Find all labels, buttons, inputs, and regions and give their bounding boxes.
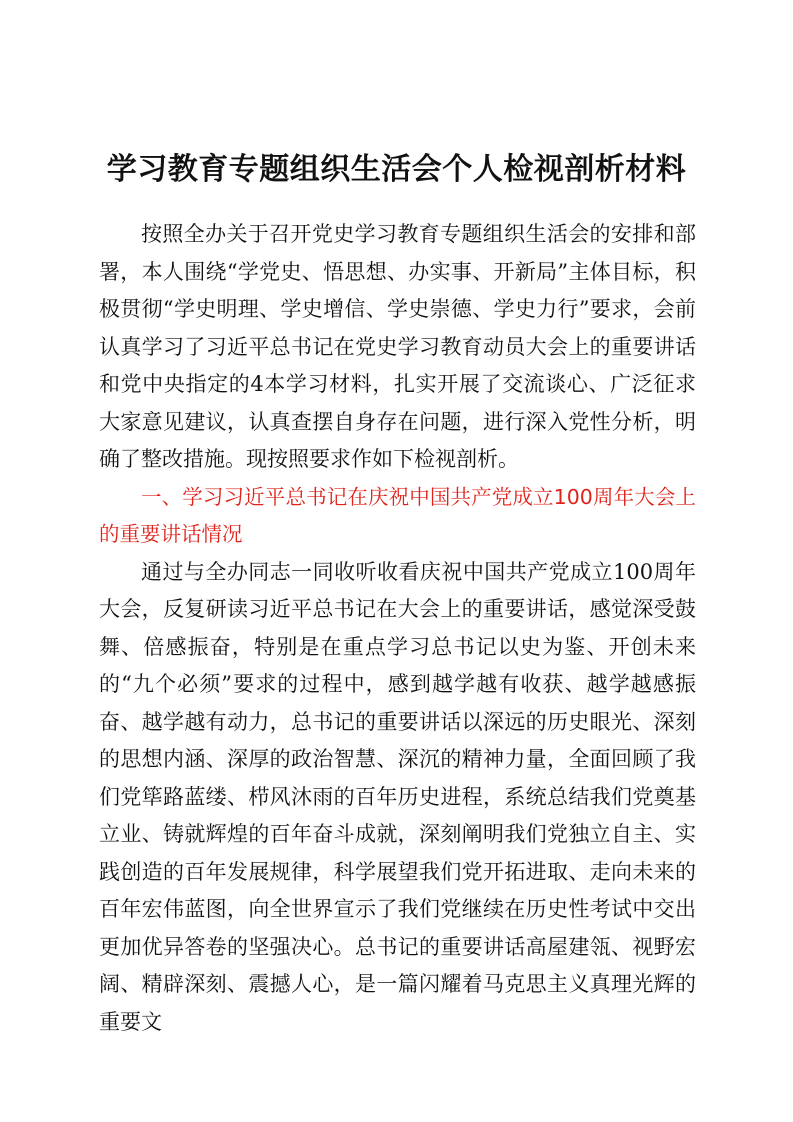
section-1-paragraph: 通过与全办同志一同收听收看庆祝中国共产党成立100周年大会，反复研读习近平总书记在大会上的重要讲话，感觉深受鼓舞、倍感振奋，特别是在重点学习总书记以史为鉴、开创未来的“九个必须”要求的过程中，感到越学越有收获、越学越感振奋、越学越有动力，总书记的重要讲话以深远的历史眼光、深刻的思想内涵、深厚的政治智慧、深沉的精神力量，全面回顾了我们党筚路蓝缕、栉风沐雨的百年历史进程，系统总结我们党奠基立业、铸就辉煌的百年奋斗成就，深刻阐明我们党独立自主、实践创造的百年发展规律，科学展望我们党开拓进取、走向未来的百年宏伟蓝图，向全世界宣示了我们党继续在历史性考试中交出更加优异答卷的坚强决心。总书记的重要讲话高屋建瓴、视野宏阔、精辟深刻、震撼人心，是一篇闪耀着马克思主义真理光辉的重要文 xyxy=(99,559,696,1034)
document-body xyxy=(99,216,696,1041)
document-title: 学习教育专题组织生活会个人检视剖析材料 xyxy=(106,152,687,187)
section-1-heading: 一、学习习近平总书记在庆祝中国共产党成立100周年大会上的重要讲话情况 xyxy=(99,484,696,546)
intro-paragraph: 按照全办关于召开党史学习教育专题组织生活会的安排和部署，本人围绕“学党史、悟思想、办实事、开新局”主体目标，积极贯彻“学史明理、学史增信、学史崇德、学史力行”要求，会前认真学习了习近平总书记在党史学习教育动员大会上的重要讲话和党中央指定的4本学习材料，扎实开展了交流谈心、广泛征求大家意见建议，认真查摆自身存在问题，进行深入党性分析，明确了整改措施。现按照要求作如下检视剖析。 xyxy=(99,222,696,471)
